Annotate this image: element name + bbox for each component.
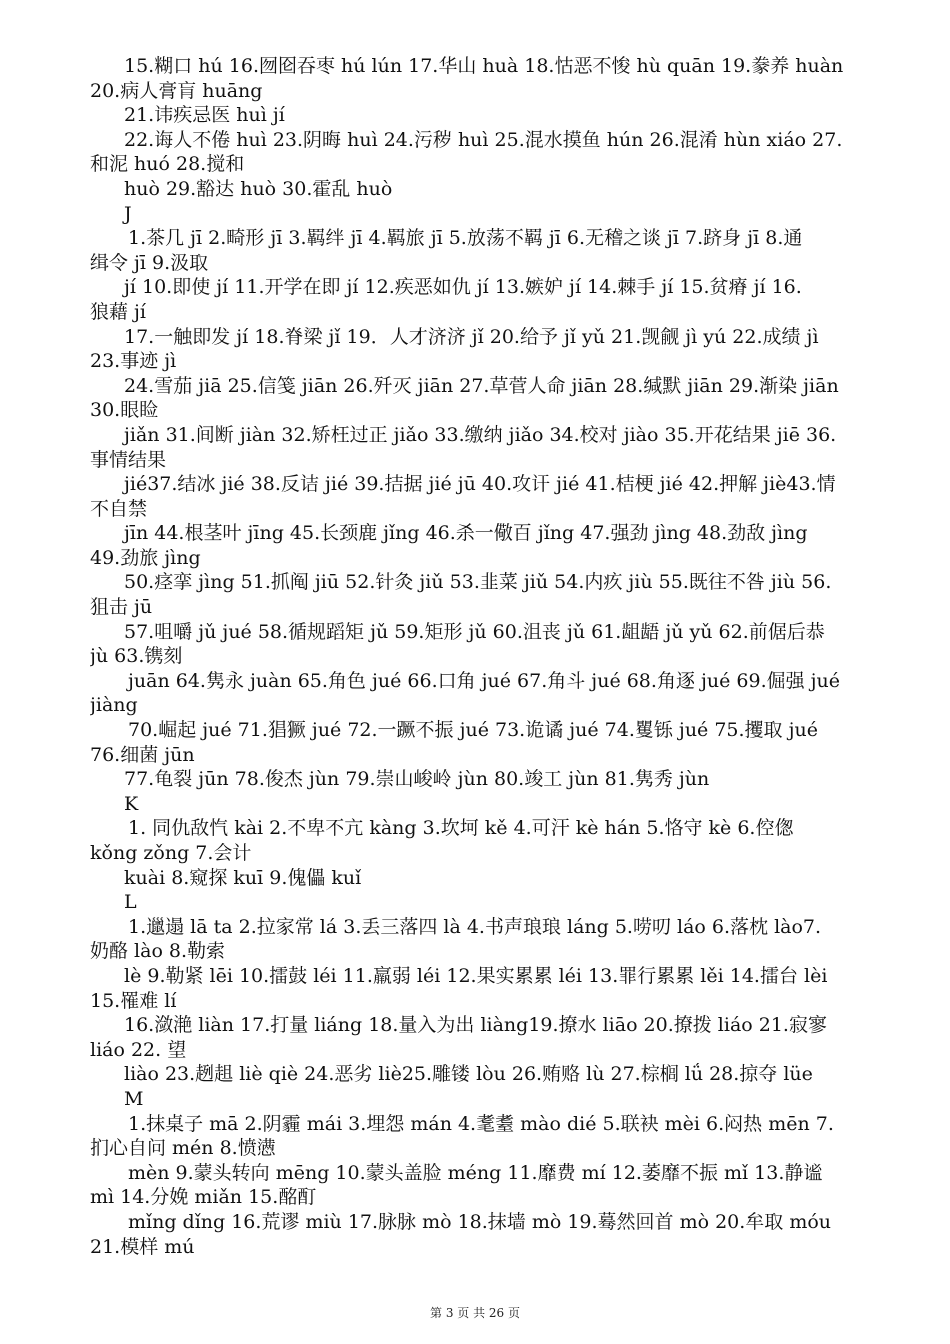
text-line: 和泥 huó 28.搅和 (90, 153, 245, 176)
text-line: 狙击 jū (90, 596, 153, 619)
glossary-text (90, 54, 860, 1259)
text-line: kǒng zǒng 7.会计 (90, 842, 252, 864)
text-line: jīn 44.根茎叶 jīng 45.长颈鹿 jǐng 46.杀一儆百 jǐng 47.强劲 jìng 48.劲敌 jìng (124, 522, 808, 545)
page-footer: 第 3 页 共 26 页 (430, 1306, 520, 1320)
text-line: mì 14.分娩 miǎn 15.酩酊 (90, 1186, 317, 1209)
text-line: juān 64.隽永 juàn 65.角色 jué 66.口角 jué 67.角斗 jué 68.角逐 jué 69.倔强 jué (128, 669, 841, 692)
text-line: M (124, 1087, 144, 1110)
text-line: 狼藉 jí (90, 300, 147, 323)
text-line: 1.邋遢 lā ta 2.拉家常 lá 3.丢三落四 là 4.书声琅琅 láng 5.唠叨 láo 6.落枕 lào7. (128, 915, 822, 938)
text-line: 20.病人膏肓 huāng (90, 79, 263, 102)
text-line: 77.龟裂 jūn 78.俊杰 jùn 79.崇山峻岭 jùn 80.竣工 jùn 81.隽秀 jùn (124, 768, 710, 791)
text-line: 70.崛起 jué 71.猖獗 jué 72.一蹶不振 jué 73.诡谲 jué 74.矍铄 jué 75.攫取 jué (128, 719, 818, 742)
text-line: 15.糊口 hú 16.囫囵吞枣 hú lún 17.华山 huà 18.怙恶不悛 hù quān 19.豢养 huàn (124, 55, 844, 77)
text-line: 扪心自问 mén 8.愤懑 (90, 1137, 276, 1160)
text-line: 30.眼睑 (90, 399, 159, 422)
text-line: mèn 9.蒙头转向 mēng 10.蒙头盖脸 méng 11.靡费 mí 12.萎靡不振 mǐ 13.静谧 (128, 1161, 823, 1184)
text-line: 16.潋滟 liàn 17.打量 liáng 18.量入为出 liàng19.撩水 liāo 20.撩拨 liáo 21.寂寥 (124, 1014, 827, 1037)
text-line: liào 23.趔趄 liè qiè 24.恶劣 liè25.雕镂 lòu 26.贿赂 lù 27.棕榈 lǘ 28.掠夺 lüe (124, 1063, 813, 1086)
text-line: 21.模样 mú (90, 1235, 195, 1258)
text-line: 57.咀嚼 jǔ jué 58.循规蹈矩 jǔ 59.矩形 jǔ 60.沮丧 jǔ 61.龃龉 jǔ yǔ 62.前倨后恭 (124, 620, 825, 643)
text-line: L (124, 891, 137, 914)
text-line: liáo 22. 望 (90, 1038, 187, 1061)
text-line: 23.事迹 jì (90, 350, 177, 373)
text-line: jié37.结冰 jié 38.反诘 jié 39.拮据 jié jū 40.攻讦 jié 41.桔梗 jié 42.押解 jiè43.情 (124, 473, 836, 496)
text-line: 1.抹桌子 mā 2.阴霾 mái 3.埋怨 mán 4.耄耋 mào dié 5.联袂 mèi 6.闷热 mēn 7. (128, 1112, 834, 1135)
text-line: 不自禁 (90, 497, 148, 520)
text-line: J (124, 202, 132, 225)
text-line: kuài 8.窥探 kuī 9.傀儡 kuǐ (124, 866, 362, 889)
text-line: K (124, 792, 139, 815)
text-line: huò 29.豁达 huò 30.霍乱 huò (124, 177, 393, 200)
text-line: 21.讳疾忌医 huì jí (124, 104, 285, 127)
text-line: 49.劲旅 jìng (90, 546, 201, 569)
text-line: lè 9.勒紧 lēi 10.擂鼓 léi 11.羸弱 léi 12.果实累累 léi 13.罪行累累 lěi 14.擂台 lèi (124, 964, 828, 987)
text-line: jí 10.即使 jí 11.开学在即 jí 12.疾恶如仇 jí 13.嫉妒 jí 14.棘手 jí 15.贫瘠 jí 16. (124, 276, 802, 299)
text-line: 缉令 jī 9.汲取 (90, 251, 209, 274)
text-line: 50.痉挛 jìng 51.抓阄 jiū 52.针灸 jiǔ 53.韭菜 jiǔ 54.内疚 jiù 55.既往不咎 jiù 56. (124, 571, 832, 594)
text-line: 76.细菌 jūn (90, 743, 195, 766)
text-line: 1.茶几 jī 2.畸形 jī 3.羁绊 jī 4.羁旅 jī 5.放荡不羁 jī 6.无稽之谈 jī 7.跻身 jī 8.通 (128, 227, 803, 250)
text-line: jù 63.镌刻 (90, 645, 183, 668)
text-line: 22.诲人不倦 huì 23.阴晦 huì 24.污秽 huì 25.混水摸鱼 hún 26.混淆 hùn xiáo 27. (124, 128, 843, 151)
text-line: 24.雪茄 jiā 25.信笺 jiān 26.歼灭 jiān 27.草菅人命 jiān 28.缄默 jiān 29.渐染 jiān (124, 374, 839, 397)
text-line: 15.罹难 lí (90, 989, 177, 1012)
text-line: 事情结果 (90, 448, 167, 471)
text-line: mǐng dǐng 16.荒谬 miù 17.脉脉 mò 18.抹墙 mò 19.蓦然回首 mò 20.牟取 móu (128, 1210, 832, 1233)
text-line: 17.一触即发 jí 18.脊梁 jǐ 19．人才济济 jǐ 20.给予 jǐ yǔ 21.觊觎 jì yú 22.成绩 jì (124, 325, 819, 348)
text-line: jiǎn 31.间断 jiàn 32.矫枉过正 jiǎo 33.缴纳 jiǎo 34.校对 jiào 35.开花结果 jiē 36. (124, 423, 837, 446)
text-line: 1. 同仇敌忾 kài 2.不卑不亢 kàng 3.坎坷 kě 4.可汗 kè hán 5.恪守 kè 6.倥偬 (128, 817, 794, 840)
text-line: jiàng (90, 694, 138, 717)
text-line: 奶酪 lào 8.勒索 (90, 940, 226, 963)
